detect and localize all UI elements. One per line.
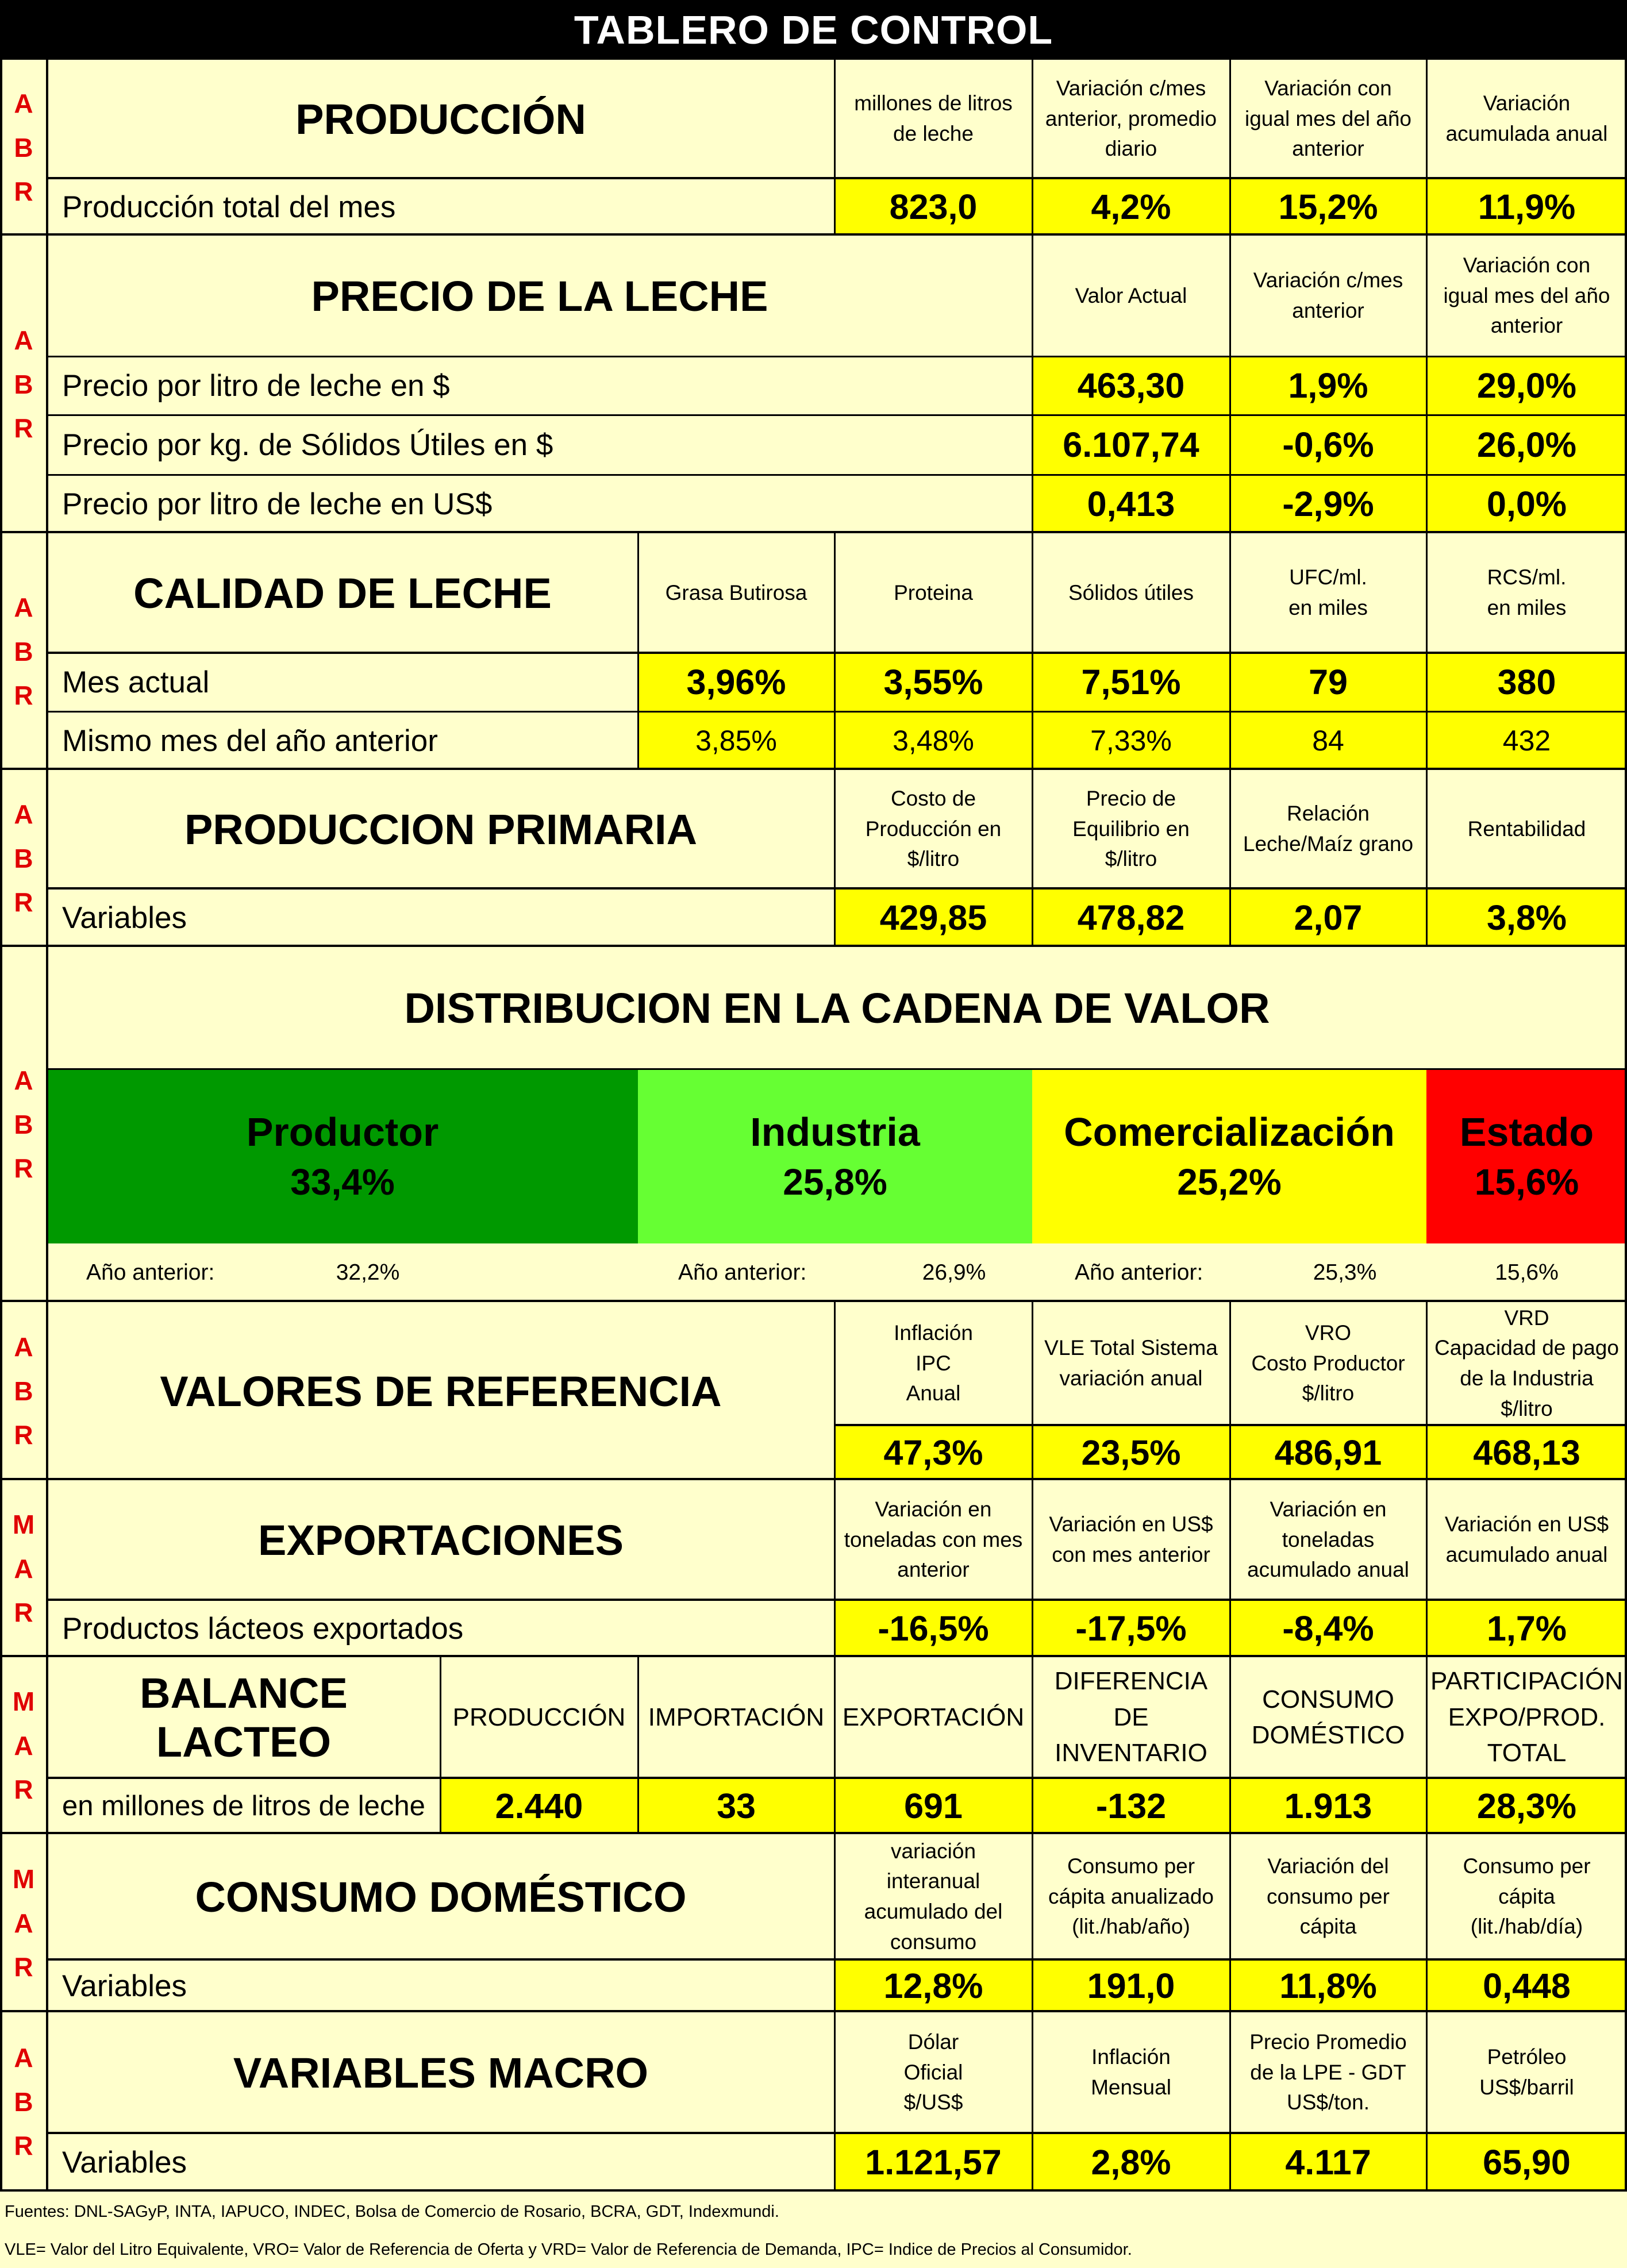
column-header: Consumo per cápita anualizado (lit./hab/año) — [1032, 1834, 1230, 1959]
value-cell: 11,8% — [1230, 1959, 1426, 2012]
share-name: Industria — [750, 1110, 920, 1154]
value-cell: 3,85% — [638, 711, 834, 770]
row-label: Variables — [47, 2133, 834, 2192]
value-cell: 33 — [638, 1778, 834, 1834]
grid-line — [1426, 2012, 1428, 2192]
column-header: Dólar Oficial $/US$ — [834, 2012, 1032, 2133]
column-header: VLE Total Sistema variación anual — [1032, 1302, 1230, 1425]
grid-line — [834, 1480, 836, 1657]
column-header: millones de litros de leche — [834, 60, 1032, 178]
grid-line — [47, 356, 1627, 357]
grid-line — [834, 1834, 836, 2012]
share-name: Comercialización — [1064, 1110, 1395, 1154]
row-label: Variables — [47, 888, 834, 947]
grid-line — [47, 177, 1627, 179]
glossary-note: VLE= Valor del Litro Equivalente, VRO= Valor de Referencia de Oferta y VRD= Valor de Referencia de Demanda, IPC= Indice de Precios al Consumidor. — [0, 2232, 1627, 2268]
grid-line — [1229, 236, 1231, 533]
previous-year-label: Año anterior: — [1075, 1260, 1203, 1285]
grid-line — [1229, 1302, 1231, 1480]
column-header: RCS/ml. en miles — [1426, 533, 1627, 653]
column-header: VRD Capacidad de pago de la Industria $/litro — [1426, 1302, 1627, 1425]
column-header: Valor Actual — [1032, 236, 1230, 356]
grid-line — [46, 1657, 48, 1834]
grid-line — [834, 1424, 1627, 1426]
section-title: CONSUMO DOMÉSTICO — [47, 1834, 834, 1959]
column-header: CONSUMO DOMÉSTICO — [1230, 1657, 1426, 1778]
column-header: UFC/ml. en miles — [1230, 533, 1426, 653]
column-header: Variación c/mes anterior, promedio diario — [1032, 60, 1230, 178]
row-label: Precio por litro de leche en $ — [47, 356, 1032, 415]
value-cell: 2.440 — [440, 1778, 638, 1834]
column-header: Variación c/mes anterior — [1230, 236, 1426, 356]
period-code: M A R — [0, 1480, 47, 1657]
column-header: Variación en US$ con mes anterior — [1032, 1480, 1230, 1600]
value-cell: -132 — [1032, 1778, 1230, 1834]
grid-line — [1426, 236, 1428, 533]
value-cell: 26,0% — [1426, 415, 1627, 475]
value-cell: 468,13 — [1426, 1425, 1627, 1480]
value-cell: -16,5% — [834, 1600, 1032, 1657]
share-value: 33,4% — [290, 1161, 395, 1203]
grid-line — [834, 2012, 836, 2192]
value-cell: 4.117 — [1230, 2133, 1426, 2192]
grid-line — [440, 1657, 441, 1834]
row-label: Variables — [47, 1959, 834, 2012]
column-header: Variación con igual mes del año anterior — [1426, 236, 1627, 356]
section-title: VALORES DE REFERENCIA — [47, 1302, 834, 1480]
grid-line — [1426, 1657, 1428, 1834]
grid-line — [1032, 1657, 1033, 1834]
share-block-productor — [47, 1069, 638, 1243]
sources-note: Fuentes: DNL-SAGyP, INTA, IAPUCO, INDEC, Bolsa de Comercio de Rosario, BCRA, GDT, Indexmundi. — [0, 2192, 1627, 2232]
grid-line — [47, 652, 1627, 654]
period-code: M A R — [0, 1657, 47, 1834]
column-header: Inflación IPC Anual — [834, 1302, 1032, 1425]
grid-line — [834, 770, 836, 947]
previous-year-value: 15,6% — [1495, 1260, 1559, 1285]
value-cell: 12,8% — [834, 1959, 1032, 2012]
row-label: Mismo mes del año anterior — [47, 711, 638, 770]
period-code: A B R — [0, 770, 47, 947]
previous-year-label: Año anterior: — [86, 1260, 215, 1285]
grid-line — [46, 1480, 48, 1657]
grid-line — [1229, 533, 1231, 770]
period-code: M A R — [0, 1834, 47, 2012]
value-cell: 84 — [1230, 711, 1426, 770]
period-code: A B R — [0, 60, 47, 236]
grid-line — [637, 1657, 639, 1834]
value-cell: 1,9% — [1230, 356, 1426, 415]
grid-line — [46, 947, 48, 1302]
grid-line — [47, 1958, 1627, 1961]
share-block-comercialización — [1032, 1069, 1426, 1243]
grid-line — [46, 1834, 48, 2012]
value-cell: 15,2% — [1230, 178, 1426, 236]
grid-line — [1229, 1480, 1231, 1657]
grid-line — [47, 1068, 1627, 1070]
period-code: A B R — [0, 236, 47, 533]
value-cell: 429,85 — [834, 888, 1032, 947]
section-title: BALANCE LACTEO — [47, 1657, 440, 1778]
row-label: en millones de litros de leche — [47, 1778, 440, 1834]
value-cell: 0,0% — [1426, 475, 1627, 533]
grid-line — [47, 1777, 1627, 1779]
share-name: Productor — [246, 1110, 439, 1154]
period-code: A B R — [0, 533, 47, 770]
column-header: Variación del consumo per cápita — [1230, 1834, 1426, 1959]
grid-line — [1426, 770, 1428, 947]
value-cell: 2,8% — [1032, 2133, 1230, 2192]
previous-year-value: 25,3% — [1313, 1260, 1377, 1285]
value-cell: 3,55% — [834, 653, 1032, 711]
value-cell: 0,413 — [1032, 475, 1230, 533]
value-cell: 6.107,74 — [1032, 415, 1230, 475]
grid-line — [46, 770, 48, 947]
grid-line — [46, 533, 48, 770]
column-header: Variación con igual mes del año anterior — [1230, 60, 1426, 178]
column-header: Precio Promedio de la LPE - GDT US$/ton. — [1230, 2012, 1426, 2133]
row-label: Precio por kg. de Sólidos Útiles en $ — [47, 415, 1032, 475]
grid-line — [1032, 770, 1033, 947]
column-header: variación interanual acumulado del consumo — [834, 1834, 1032, 1959]
column-header: Variación en toneladas acumulado anual — [1230, 1480, 1426, 1600]
value-cell: 79 — [1230, 653, 1426, 711]
grid-line — [1032, 1480, 1033, 1657]
value-cell: 29,0% — [1426, 356, 1627, 415]
grid-line — [1032, 60, 1033, 236]
share-value: 15,6% — [1474, 1161, 1579, 1203]
column-header: Petróleo US$/barril — [1426, 2012, 1627, 2133]
column-header: IMPORTACIÓN — [638, 1657, 834, 1778]
value-cell: 478,82 — [1032, 888, 1230, 947]
share-value: 25,8% — [783, 1161, 887, 1203]
row-label: Productos lácteos exportados — [47, 1600, 834, 1657]
grid-line — [1426, 1480, 1428, 1657]
column-header: Relación Leche/Maíz grano — [1230, 770, 1426, 888]
share-name: Estado — [1459, 1110, 1594, 1154]
value-cell: 28,3% — [1426, 1778, 1627, 1834]
column-header: PRODUCCIÓN — [440, 1657, 638, 1778]
grid-line — [1625, 60, 1627, 2192]
period-code: A B R — [0, 1302, 47, 1480]
period-code: A B R — [0, 947, 47, 1302]
grid-line — [46, 2012, 48, 2192]
column-header: Costo de Producción en $/litro — [834, 770, 1032, 888]
grid-line — [46, 60, 48, 236]
value-cell: 486,91 — [1230, 1425, 1426, 1480]
grid-line — [834, 60, 836, 236]
grid-line — [47, 1599, 1627, 1601]
grid-line — [1229, 770, 1231, 947]
section-title: EXPORTACIONES — [47, 1480, 834, 1600]
grid-line — [47, 711, 1627, 713]
section-title: PRECIO DE LA LECHE — [47, 236, 1032, 356]
value-cell: 47,3% — [834, 1425, 1032, 1480]
grid-line — [1229, 1657, 1231, 1834]
grid-line — [834, 1657, 836, 1834]
column-header: Inflación Mensual — [1032, 2012, 1230, 2133]
grid-line — [1426, 1302, 1428, 1480]
grid-line — [1426, 1834, 1428, 2012]
grid-line — [1032, 2012, 1033, 2192]
value-cell: 1.121,57 — [834, 2133, 1032, 2192]
column-header: Sólidos útiles — [1032, 533, 1230, 653]
value-cell: 1.913 — [1230, 1778, 1426, 1834]
value-cell: -0,6% — [1230, 415, 1426, 475]
column-header: Variación acumulada anual — [1426, 60, 1627, 178]
section-title: CALIDAD DE LECHE — [47, 533, 638, 653]
grid-line — [1229, 1834, 1231, 2012]
grid-line — [1032, 236, 1033, 533]
column-header: EXPORTACIÓN — [834, 1657, 1032, 1778]
row-label: Mes actual — [47, 653, 638, 711]
value-cell: 463,30 — [1032, 356, 1230, 415]
value-cell: -17,5% — [1032, 1600, 1230, 1657]
grid-line — [637, 533, 639, 770]
grid-line — [0, 60, 2, 2192]
grid-line — [1229, 60, 1231, 236]
value-cell: 65,90 — [1426, 2133, 1627, 2192]
column-header: VRO Costo Productor $/litro — [1230, 1302, 1426, 1425]
grid-line — [46, 1302, 48, 1480]
grid-line — [1032, 1302, 1033, 1480]
grid-line — [47, 887, 1627, 890]
value-cell: -8,4% — [1230, 1600, 1426, 1657]
value-cell: 432 — [1426, 711, 1627, 770]
period-code: A B R — [0, 2012, 47, 2192]
grid-line — [47, 474, 1627, 476]
section-title: VARIABLES MACRO — [47, 2012, 834, 2133]
column-header: Variación en toneladas con mes anterior — [834, 1480, 1032, 1600]
value-cell: 3,96% — [638, 653, 834, 711]
value-cell: 3,8% — [1426, 888, 1627, 947]
value-cell: 691 — [834, 1778, 1032, 1834]
share-block-industria — [638, 1069, 1032, 1243]
value-cell: 4,2% — [1032, 178, 1230, 236]
value-cell: 191,0 — [1032, 1959, 1230, 2012]
value-cell: 2,07 — [1230, 888, 1426, 947]
grid-line — [834, 533, 836, 770]
grid-line — [1426, 60, 1428, 236]
column-header: Variación en US$ acumulado anual — [1426, 1480, 1627, 1600]
dashboard-title: TABLERO DE CONTROL — [0, 0, 1627, 60]
grid-line — [46, 236, 48, 533]
section-title: DISTRIBUCION EN LA CADENA DE VALOR — [47, 947, 1627, 1069]
value-cell: 23,5% — [1032, 1425, 1230, 1480]
previous-year-value: 26,9% — [922, 1260, 986, 1285]
value-cell: 1,7% — [1426, 1600, 1627, 1657]
value-cell: 7,33% — [1032, 711, 1230, 770]
share-block-estado — [1426, 1069, 1627, 1243]
column-header: Precio de Equilibrio en $/litro — [1032, 770, 1230, 888]
grid-line — [1229, 2012, 1231, 2192]
grid-line — [834, 1302, 836, 1480]
value-cell: 823,0 — [834, 178, 1032, 236]
row-label: Precio por litro de leche en US$ — [47, 475, 1032, 533]
column-header: DIFERENCIA DE INVENTARIO — [1032, 1657, 1230, 1778]
share-value: 25,2% — [1177, 1161, 1282, 1203]
value-cell: 380 — [1426, 653, 1627, 711]
column-header: PARTICIPACIÓN EXPO/PROD. TOTAL — [1426, 1657, 1627, 1778]
grid-line — [47, 414, 1627, 416]
grid-line — [1032, 533, 1033, 770]
value-cell: -2,9% — [1230, 475, 1426, 533]
value-cell: 0,448 — [1426, 1959, 1627, 2012]
value-cell: 3,48% — [834, 711, 1032, 770]
grid-line — [1426, 533, 1428, 770]
grid-line — [1032, 1834, 1033, 2012]
value-cell: 7,51% — [1032, 653, 1230, 711]
section-title: PRODUCCIÓN — [47, 60, 834, 178]
grid-line — [47, 2132, 1627, 2134]
column-header: Grasa Butirosa — [638, 533, 834, 653]
section-title: PRODUCCION PRIMARIA — [47, 770, 834, 888]
previous-year-value: 32,2% — [336, 1260, 400, 1285]
column-header: Consumo per cápita (lit./hab/día) — [1426, 1834, 1627, 1959]
column-header: Rentabilidad — [1426, 770, 1627, 888]
previous-year-label: Año anterior: — [678, 1260, 807, 1285]
column-header: Proteina — [834, 533, 1032, 653]
value-cell: 11,9% — [1426, 178, 1627, 236]
row-label: Producción total del mes — [47, 178, 834, 236]
